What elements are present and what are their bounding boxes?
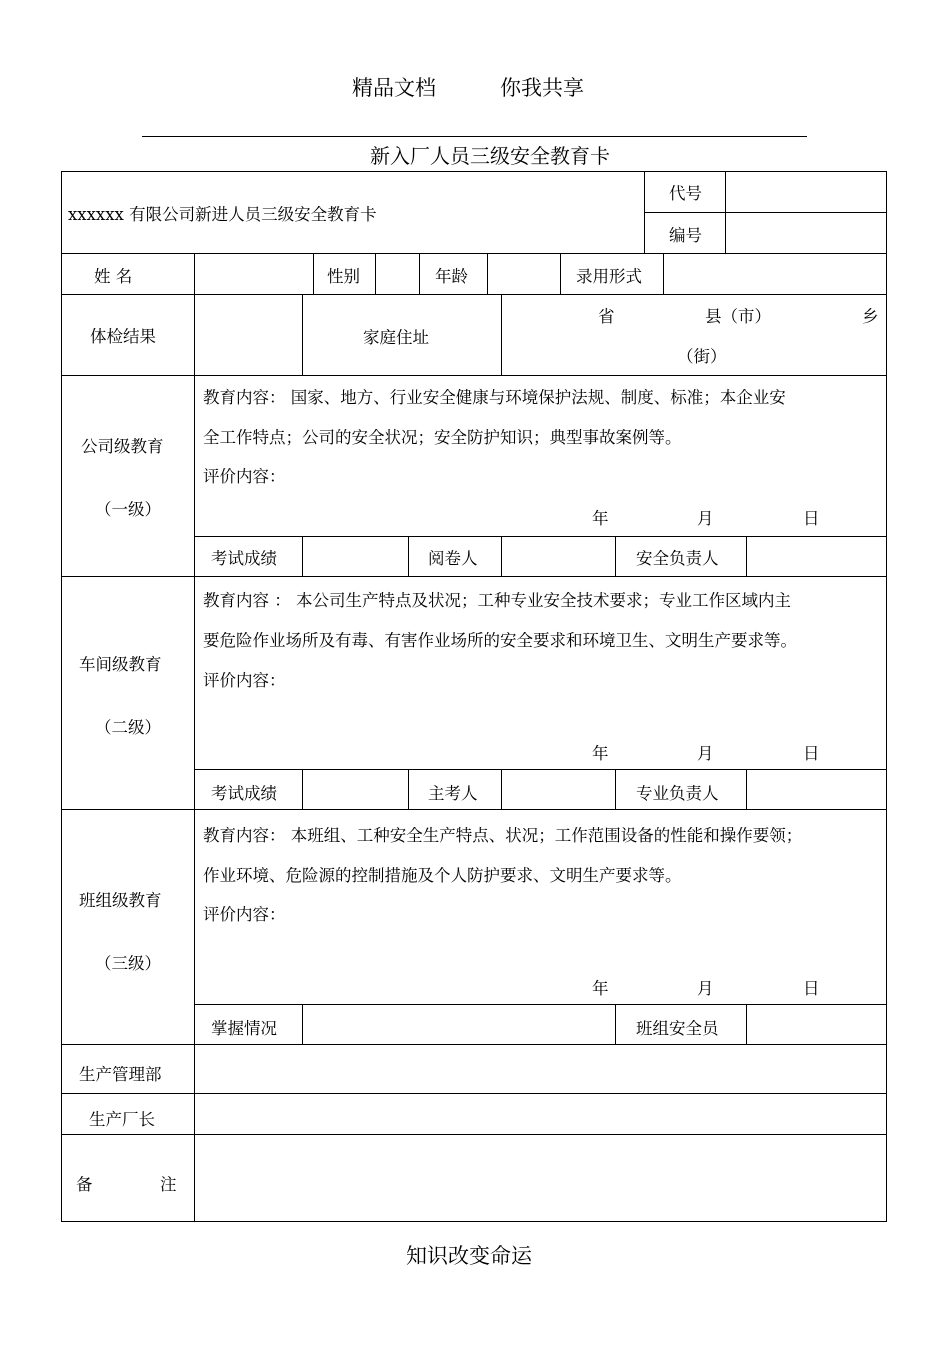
remark-field[interactable] bbox=[196, 1136, 885, 1221]
level2-examiner-field[interactable] bbox=[503, 771, 614, 808]
level1-score-label: 考试成绩 bbox=[211, 549, 277, 568]
level3-eval-label: 评价内容： bbox=[203, 905, 286, 924]
level1-label: 公司级教育 bbox=[81, 437, 164, 456]
address-county: 县（市） bbox=[705, 307, 771, 326]
level2-label: 车间级教育 bbox=[79, 655, 162, 674]
level1-sub: （一级） bbox=[95, 500, 161, 519]
grid-line bbox=[663, 253, 664, 294]
code-field[interactable] bbox=[727, 173, 885, 211]
grid-line bbox=[419, 253, 420, 294]
grid-line bbox=[725, 171, 726, 253]
level3-year: 年 bbox=[592, 979, 609, 998]
address-town: 乡 bbox=[862, 307, 879, 326]
card-company-title: xxxxxx 有限公司新进人员三级安全教育卡 bbox=[68, 205, 377, 224]
level1-eval-label: 评价内容： bbox=[203, 467, 286, 486]
level3-sub: （三级） bbox=[95, 954, 161, 973]
level1-officer-label: 安全负责人 bbox=[636, 549, 719, 568]
grid-line bbox=[61, 576, 887, 577]
level1-grader-label: 阅卷人 bbox=[428, 549, 478, 568]
level2-content-line1: 教育内容 ： 本公司生产特点及状况；工种专业安全技术要求；专业工作区域内主 bbox=[203, 591, 791, 610]
level1-content-line2: 全工作特点；公司的安全状况；安全防护知识；典型事故案例等。 bbox=[203, 428, 682, 447]
age-label: 年龄 bbox=[435, 267, 468, 286]
level1-score-field[interactable] bbox=[304, 538, 407, 575]
level1-day: 日 bbox=[803, 509, 820, 528]
page-footer: 知识改变命运 bbox=[406, 1244, 532, 1268]
dept-field[interactable] bbox=[196, 1046, 885, 1092]
level2-month: 月 bbox=[697, 744, 714, 763]
grid-line bbox=[61, 253, 887, 254]
grid-line bbox=[61, 1134, 887, 1135]
manager-field[interactable] bbox=[196, 1095, 885, 1133]
address-province: 省 bbox=[598, 307, 615, 326]
level2-score-field[interactable] bbox=[304, 771, 407, 808]
header-rule bbox=[142, 136, 807, 137]
grid-line bbox=[302, 536, 303, 576]
level3-day: 日 bbox=[803, 979, 820, 998]
grid-line bbox=[746, 1004, 747, 1044]
medical-label: 体检结果 bbox=[90, 327, 156, 346]
level2-sub: （二级） bbox=[95, 718, 161, 737]
level3-content-line1: 教育内容： 本班组、工种安全生产特点、状况；工作范围设备的性能和操作要领； bbox=[203, 826, 803, 845]
level2-officer-field[interactable] bbox=[748, 771, 885, 808]
number-label: 编号 bbox=[669, 226, 702, 245]
level3-officer-field[interactable] bbox=[748, 1006, 885, 1043]
medical-field[interactable] bbox=[196, 296, 301, 374]
grid-line bbox=[408, 536, 409, 576]
grid-line bbox=[302, 769, 303, 809]
number-field[interactable] bbox=[727, 214, 885, 252]
address-street: （街） bbox=[677, 347, 727, 366]
level2-eval-label: 评价内容： bbox=[203, 671, 286, 690]
level3-month: 月 bbox=[697, 979, 714, 998]
grid-line bbox=[61, 1044, 887, 1045]
age-field[interactable] bbox=[489, 255, 559, 293]
level2-examiner-label: 主考人 bbox=[428, 784, 478, 803]
grid-line bbox=[746, 769, 747, 809]
grid-line bbox=[302, 294, 303, 375]
level2-officer-label: 专业负责人 bbox=[636, 784, 719, 803]
name-field[interactable] bbox=[196, 255, 312, 293]
grid-line bbox=[194, 769, 887, 770]
grid-line bbox=[501, 294, 502, 375]
grid-line bbox=[560, 253, 561, 294]
header-left: 精品文档 bbox=[352, 76, 436, 100]
level3-content-line2: 作业环境、危险源的控制措施及个人防护要求、文明生产要求等。 bbox=[203, 866, 682, 885]
grid-line bbox=[644, 171, 645, 253]
grid-line bbox=[375, 253, 376, 294]
grid-line bbox=[501, 769, 502, 809]
address-label: 家庭住址 bbox=[363, 328, 429, 347]
level3-mastery-label: 掌握情况 bbox=[211, 1019, 277, 1038]
remark-label-left: 备 bbox=[76, 1175, 93, 1194]
gender-label: 性别 bbox=[327, 267, 360, 286]
grid-line bbox=[302, 1004, 303, 1044]
level2-score-label: 考试成绩 bbox=[211, 784, 277, 803]
manager-label: 生产厂长 bbox=[89, 1110, 155, 1129]
document-title: 新入厂人员三级安全教育卡 bbox=[370, 144, 610, 168]
grid-line bbox=[487, 253, 488, 294]
employment-label: 录用形式 bbox=[576, 267, 642, 286]
level2-content-line2: 要危险作业场所及有毒、有害作业场所的安全要求和环境卫生、文明生产要求等。 bbox=[203, 631, 797, 650]
level3-label: 班组级教育 bbox=[79, 891, 162, 910]
level3-mastery-field[interactable] bbox=[304, 1006, 614, 1043]
grid-line bbox=[644, 212, 887, 213]
gender-field[interactable] bbox=[377, 255, 418, 293]
grid-line bbox=[194, 536, 887, 537]
grid-line bbox=[61, 294, 887, 295]
level1-officer-field[interactable] bbox=[748, 538, 885, 575]
grid-line bbox=[615, 769, 616, 809]
grid-line bbox=[615, 1004, 616, 1044]
level2-day: 日 bbox=[803, 744, 820, 763]
grid-line bbox=[61, 1093, 887, 1094]
level1-month: 月 bbox=[697, 509, 714, 528]
level1-grader-field[interactable] bbox=[503, 538, 614, 575]
dept-label: 生产管理部 bbox=[79, 1065, 162, 1084]
level1-content-line1: 教育内容： 国家、地方、行业安全健康与环境保护法规、制度、标准；本企业安 bbox=[203, 388, 786, 407]
grid-line bbox=[408, 769, 409, 809]
employment-field[interactable] bbox=[665, 255, 885, 293]
grid-line bbox=[501, 536, 502, 576]
grid-line bbox=[194, 253, 195, 1222]
header-right: 你我共享 bbox=[500, 76, 584, 100]
grid-line bbox=[746, 536, 747, 576]
level2-year: 年 bbox=[592, 744, 609, 763]
code-label: 代号 bbox=[669, 184, 702, 203]
grid-line bbox=[61, 809, 887, 810]
grid-line bbox=[615, 536, 616, 576]
grid-line bbox=[313, 253, 314, 294]
grid-line bbox=[194, 1004, 887, 1005]
level1-year: 年 bbox=[592, 509, 609, 528]
name-label: 姓 名 bbox=[94, 267, 133, 286]
page-header bbox=[0, 72, 950, 102]
remark-label-right: 注 bbox=[160, 1175, 177, 1194]
grid-line bbox=[61, 375, 887, 376]
level3-officer-label: 班组安全员 bbox=[636, 1019, 719, 1038]
